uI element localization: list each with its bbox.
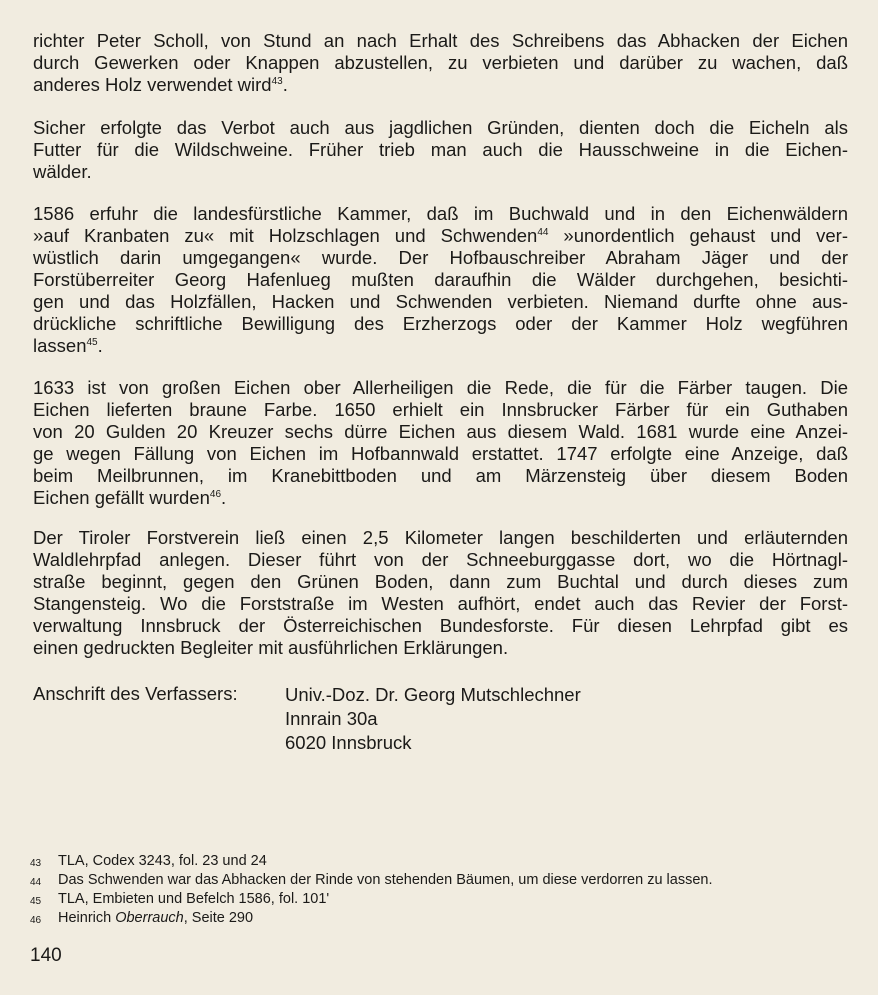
footnote xyxy=(30,853,860,872)
text-line: beim Meilbrunnen, im Kranebittboden und am Märzensteig über diesem Boden xyxy=(33,465,848,486)
author-address xyxy=(285,683,581,755)
footnote-ref: 44 xyxy=(537,226,549,238)
address-street: Innrain 30a xyxy=(285,708,378,729)
text-line: wälder. xyxy=(33,161,92,182)
footnote-ref: 43 xyxy=(271,75,283,87)
text-line: 1633 ist von großen Eichen ober Allerheiligen die Rede, die für die Färber taugen. Die xyxy=(33,377,848,398)
address-city: 6020 Innsbruck xyxy=(285,732,412,753)
paragraph-4 xyxy=(33,377,848,509)
footnote-ref: 45 xyxy=(86,336,98,348)
text-line: Eichen gefällt wurden$^{46}$. xyxy=(33,487,227,508)
text-line: »auf Kranbaten zu« mit Holzschlagen und Schwenden$^{44}$ »unordentlich gehaust und ver- xyxy=(33,225,848,246)
footnote-text: Heinrich Oberrauch, Seite 290 xyxy=(58,910,254,926)
text-line: Stangensteig. Wo die Forststraße im Westen aufhört, endet auch das Revier der Forst- xyxy=(33,593,848,614)
footnote-text: TLA, Codex 3243, fol. 23 und 24 xyxy=(58,853,267,869)
text-line: drückliche schriftliche Bewilligung des Erzherzogs oder der Kammer Holz wegführen xyxy=(33,313,848,334)
text-line: straße beginnt, gegen den Grünen Boden, dann zum Buchtal und durch dieses zum xyxy=(33,571,848,592)
footnote xyxy=(30,891,860,910)
text-line: Futter für die Wildschweine. Früher trieb man auch die Hausschweine in die Eichen- xyxy=(33,139,848,160)
text-line: ge wegen Fällung von Eichen im Hofbannwald erstattet. 1747 erfolgte eine Anzeige, daß xyxy=(33,443,848,464)
text-line: Eichen lieferten braune Farbe. 1650 erhielt ein Innsbrucker Färber für ein Guthaben xyxy=(33,399,848,420)
footnote-number: 45 xyxy=(30,896,42,907)
text-line: durch Gewerken oder Knappen abzustellen, zu verbieten und darüber zu wachen, daß xyxy=(33,52,848,73)
footnote-number: 44 xyxy=(30,877,42,888)
paragraph-5 xyxy=(33,527,848,659)
text-line: gen und das Holzfällen, Hacken und Schwenden verbieten. Niemand durfte ohne aus- xyxy=(33,291,848,312)
text-line: 1586 erfuhr die landesfürstliche Kammer, daß im Buchwald und in den Eichenwäldern xyxy=(33,203,848,224)
text-line: einen gedruckten Begleiter mit ausführlichen Erklärungen. xyxy=(33,637,509,658)
footnote-ref: 46 xyxy=(209,488,222,500)
footnote xyxy=(30,910,860,929)
text-line: richter Peter Scholl, von Stund an nach Erhalt des Schreibens das Abhacken der Eichen xyxy=(33,30,848,51)
footnote-number: 46 xyxy=(30,915,42,926)
author-name: Univ.-Doz. Dr. Georg Mutschlechner xyxy=(285,684,581,705)
page-number: 140 xyxy=(30,945,62,966)
footnote-text: TLA, Embieten und Befelch 1586, fol. 101' xyxy=(58,891,330,907)
text-line: wüstlich darin umgegangen« wurde. Der Hofbauschreiber Abraham Jäger und der xyxy=(33,247,848,268)
text-line: lassen$^{45}$. xyxy=(33,335,103,356)
footnote-text: Das Schwenden war das Abhacken der Rinde von stehenden Bäumen, um diese verdorren zu lassen. xyxy=(58,872,713,888)
paragraph-2 xyxy=(33,117,848,183)
paragraph-3 xyxy=(33,203,848,357)
footnote xyxy=(30,872,860,891)
text-line: Sicher erfolgte das Verbot auch aus jagdlichen Gründen, dienten doch die Eicheln als xyxy=(33,117,848,138)
text-line: Waldlehrpfad anlegen. Dieser führt von der Schneeburggasse dort, wo die Hörtnagl- xyxy=(33,549,848,570)
text-line: von 20 Gulden 20 Kreuzer sechs dürre Eichen aus diesem Wald. 1681 wurde eine Anzei- xyxy=(33,421,848,442)
footnote-number: 43 xyxy=(30,858,42,869)
footnotes xyxy=(30,853,860,929)
address-label: Anschrift des Verfassers: xyxy=(33,683,238,704)
text-line: verwaltung Innsbruck der Österreichischen Bundesforste. Für diesen Lehrpfad gibt es xyxy=(33,615,848,636)
paragraph-1 xyxy=(33,30,848,96)
text-line: anderes Holz verwendet wird$^{43}$. xyxy=(33,74,288,95)
text-line: Forstüberreiter Georg Hafenlueg mußten daraufhin die Wälder durchgehen, besichti- xyxy=(33,269,848,290)
text-line: Der Tiroler Forstverein ließ einen 2,5 Kilometer langen beschilderten und erläuternden xyxy=(33,527,848,548)
